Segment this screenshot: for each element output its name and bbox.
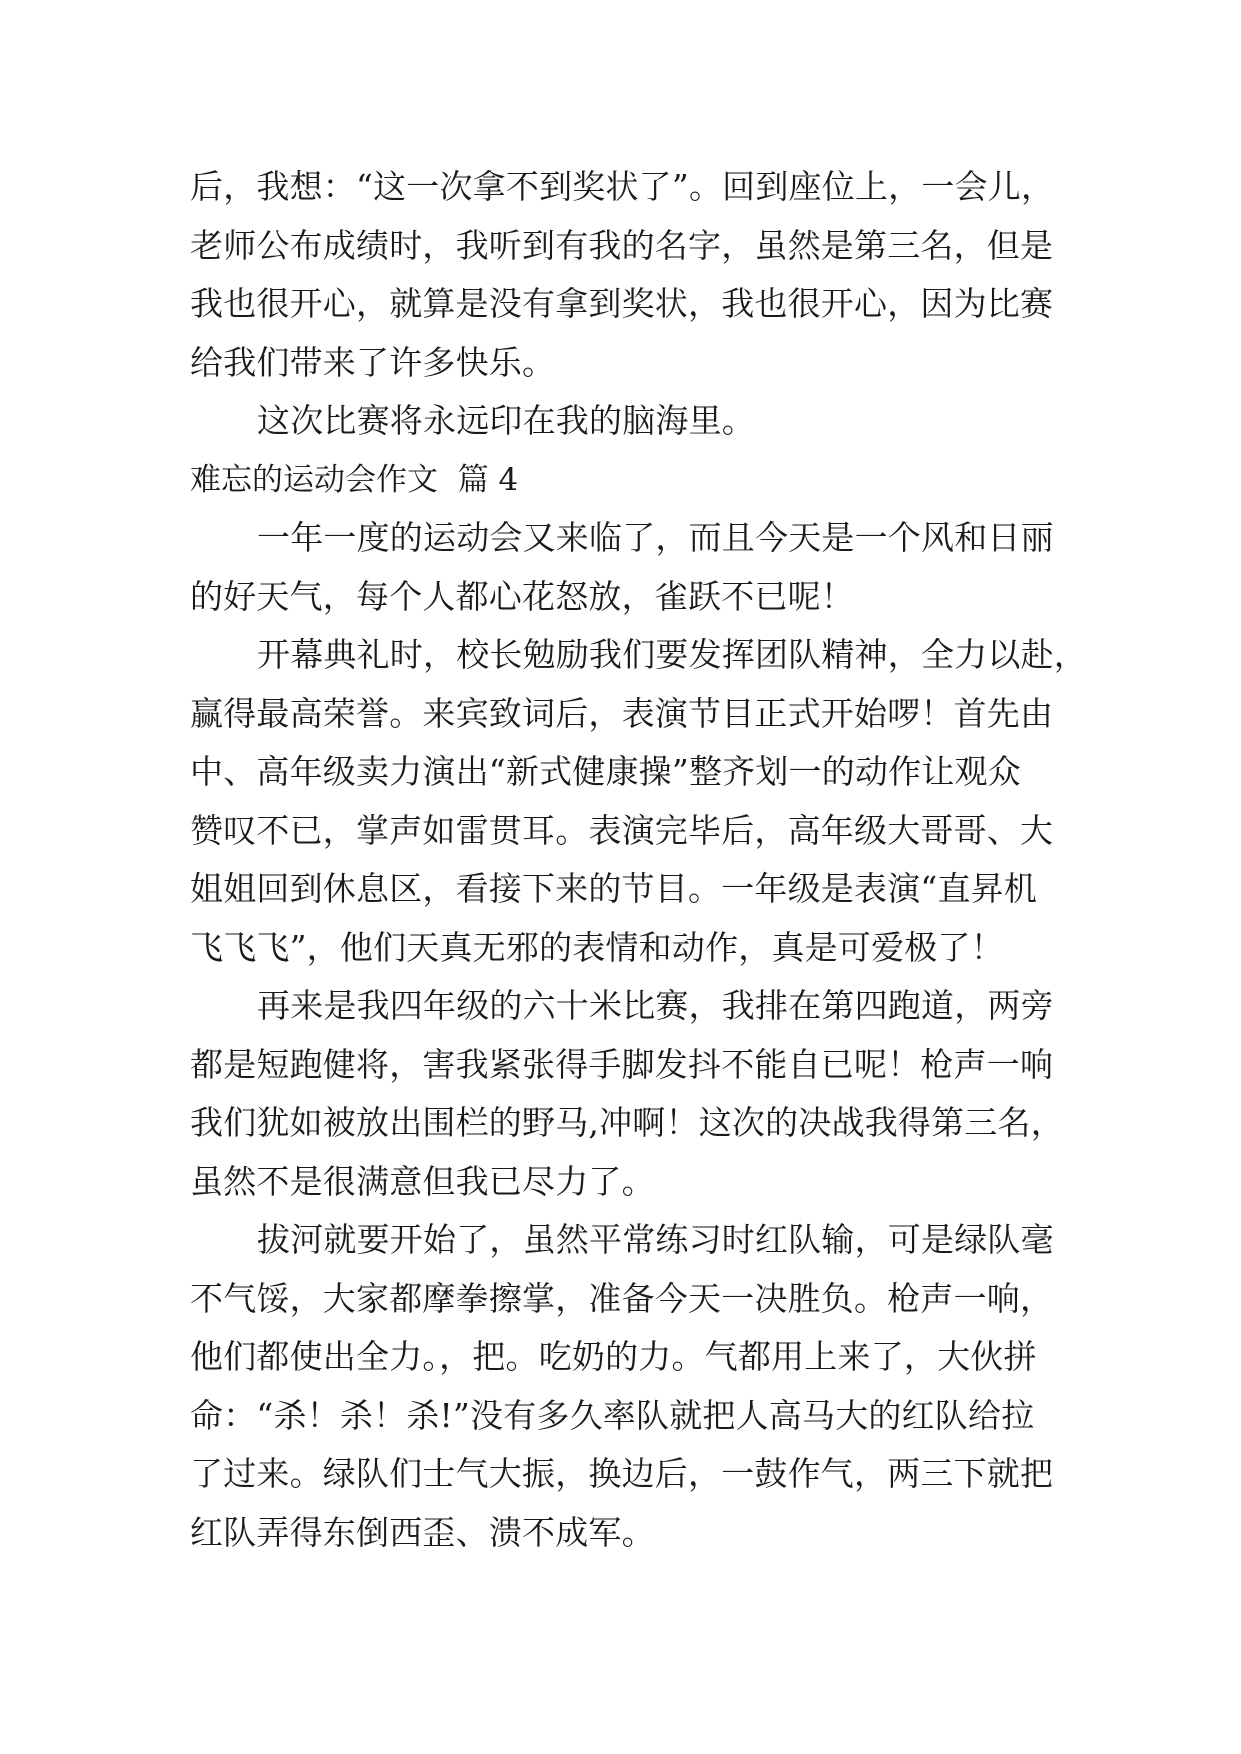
- paragraph-first-line: 这次比赛将永远印在我的脑海里。: [257, 401, 755, 440]
- text-line: 后，我想：“这一次拿不到奖状了”。回到座位上，一会儿，: [190, 167, 1055, 206]
- text-line: 姐姐回到休息区，看接下来的节目。一年级是表演“直昇机: [190, 869, 1038, 908]
- text-line: 了过来。绿队们士气大振，换边后，一鼓作气，两三下就把: [190, 1454, 1054, 1493]
- paragraph-first-line: 拔河就要开始了，虽然平常练习时红队输，可是绿队毫: [257, 1220, 1054, 1259]
- text-line: 虽然不是很满意但我已尽力了。: [190, 1161, 655, 1201]
- text-line: 中、高年级卖力演出“新式健康操”整齐划一的动作让观众: [190, 752, 1021, 791]
- text-line: 不气馁，大家都摩拳擦掌，准备今天一决胜负。枪声一响，: [190, 1278, 1054, 1318]
- section-heading: 难忘的运动会作文 篇 4: [190, 461, 519, 498]
- text-line: 飞飞飞”，他们天真无邪的表情和动作，真是可爱极了！: [190, 927, 1004, 967]
- text-line: 老师公布成绩时，我听到有我的名字，虽然是第三名，但是: [190, 225, 1054, 265]
- text-line: 的好天气，每个人都心花怒放，雀跃不已呢！: [190, 576, 854, 616]
- text-line: 都是短跑健将，害我紧张得手脚发抖不能自已呢！枪声一响: [190, 1044, 1054, 1084]
- text-line: 我也很开心，就算是没有拿到奖状，我也很开心，因为比赛: [190, 284, 1054, 323]
- paragraph-first-line: 再来是我四年级的六十米比赛，我排在第四跑道，两旁: [257, 986, 1054, 1025]
- text-line: 命：“杀！杀！杀!”没有多久率队就把人高马大的红队给拉: [190, 1395, 1035, 1435]
- text-line: 赞叹不已，掌声如雷贯耳。表演完毕后，高年级大哥哥、大: [190, 810, 1054, 850]
- text-line: 赢得最高荣誉。来宾致词后，表演节目正式开始啰！首先由: [190, 693, 1054, 733]
- text-line: 红队弄得东倒西歪、溃不成军。: [190, 1512, 655, 1552]
- text-line: 我们犹如被放出围栏的野马,冲啊！这次的决战我得第三名，: [190, 1103, 1064, 1142]
- paragraph-first-line: 一年一度的运动会又来临了，而且今天是一个风和日丽: [257, 518, 1054, 557]
- text-line: 他们都使出全力。，把。吃奶的力。气都用上来了，大伙拼: [190, 1337, 1037, 1376]
- text-line: 给我们带来了许多快乐。: [190, 342, 556, 382]
- paragraph-first-line: 开幕典礼时，校长勉励我们要发挥团队精神，全力以赴，: [257, 635, 1087, 674]
- article-body: [190, 158, 1087, 1562]
